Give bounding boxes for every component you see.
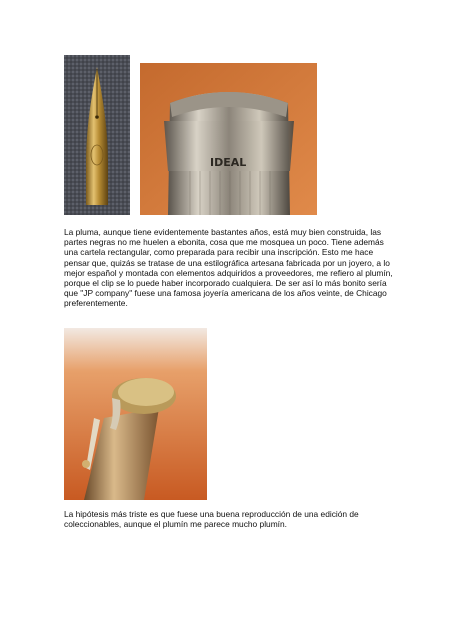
paragraph-1: La pluma, aunque tiene evidentemente bastantes años, está muy bien construida, las partes negras no me huelen a ebonita, cosa que me mosquea un poco. Tiene además una cartela rectangular, como preparada para recibir una inscripción. Esto me hace pensar que, quizás se tratase de una estilográfica artesana fabricada por un joyero, a lo mejor español y montada con elementos adquiridos a proveedores, me refiero al plumín, porque el clip se lo puede haber incorporado cualquiera. De ser así lo más bonito sería que "JP company" fuese una famosa joyería americana de los años veinte, de Chicago preferentemente. xyxy=(64,227,393,309)
cap-engraving: IDEAL xyxy=(210,156,247,169)
paragraph-2: La hipótesis más triste es que fuese una buena reproducción de una edición de coleccionables, aunque el plumín me parece mucho plumín. xyxy=(64,509,359,530)
pen-top-photo xyxy=(64,328,207,500)
pen-nib-photo xyxy=(64,55,130,215)
pen-cap-photo xyxy=(140,63,317,215)
